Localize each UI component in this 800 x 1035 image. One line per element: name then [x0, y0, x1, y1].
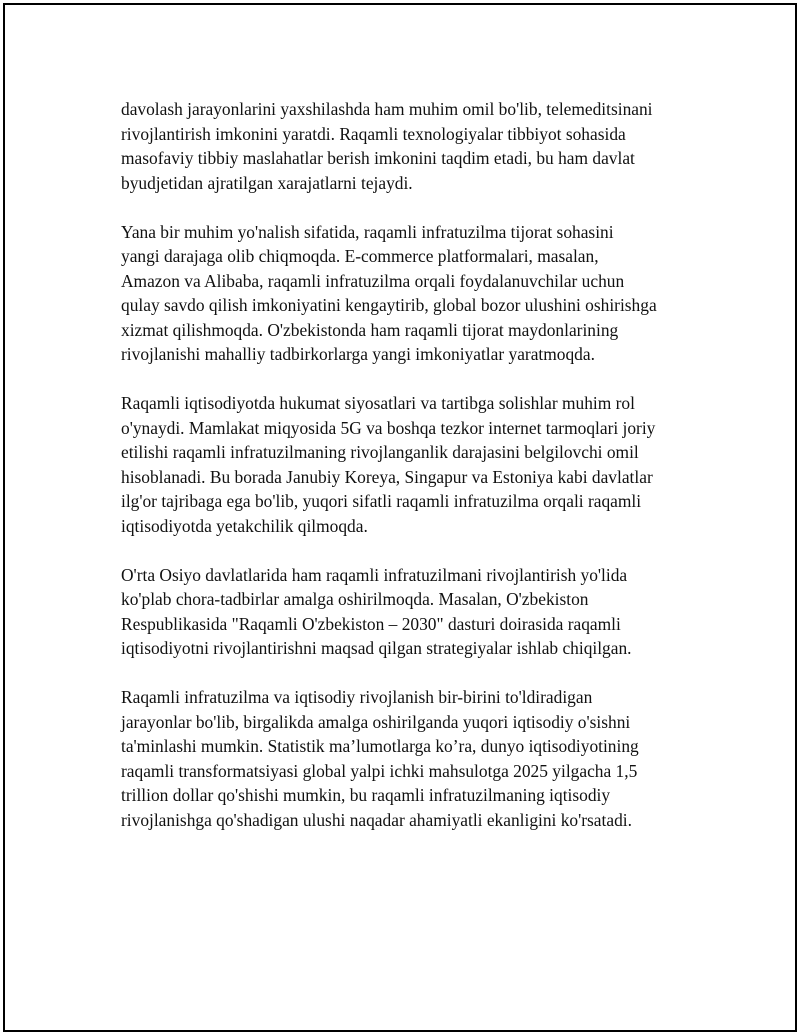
- paragraph-government-policy: Raqamli iqtisodiyotda hukumat siyosatlari va tartibga solishlar muhim rol o'ynaydi. Mamlakat miqyosida 5G va boshqa tezkor internet tarmoqlari joriy etilishi raqamli infratuzilmaning rivojlanganlik darajasini belgilovchi omil hisoblanadi. Bu borada Janubiy Koreya, Singapur va Estoniya kabi davlatlar ilg'or tajribaga ega bo'lib, yuqori sifatli raqamli infratuzilma orqali raqamli iqtisodiyotda yetakchilik qilmoqda.: [121, 393, 656, 536]
- paragraph-economic-growth: Raqamli infratuzilma va iqtisodiy rivojlanish bir-birini to'ldiradigan jarayonlar bo'lib, birgalikda amalga oshirilganda yuqori iqtisodiy o'sishni ta'minlashi mumkin. Statistik ma’lumotlarga ko’ra, dunyo iqtisodiyotining raqamli transformatsiyasi global yalpi ichki mahsulotga 2025 yilgacha 1,5 trillion dollar qo'shishi mumkin, bu raqamli infratuzilmaning iqtisodiy rivojlanishga qo'shadigan ulushi naqadar ahamiyatli ekanligini ko'rsatadi.: [121, 687, 639, 830]
- paragraph-telemedicine: davolash jarayonlarini yaxshilashda ham muhim omil bo'lib, telemeditsinani rivojlantirish imkonini yaratdi. Raqamli texnologiyalar tibbiyot sohasida masofaviy tibbiy maslahatlar berish imkonini taqdim etadi, bu ham davlat byudjetidan ajratilgan xarajatlarni tejaydi.: [121, 99, 653, 193]
- paragraph-ecommerce: Yana bir muhim yo'nalish sifatida, raqamli infratuzilma tijorat sohasini yangi darajaga olib chiqmoqda. E-commerce platformalari, masalan, Amazon va Alibaba, raqamli infratuzilma orqali foydalanuvchilar uchun qulay savdo qilish imkoniyatini kengaytirib, global bozor ulushini oshirishga xizmat qilishmoqda. O'zbekistonda ham raqamli tijorat maydonlarining rivojlanishi mahalliy tadbirkorlarga yangi imkoniyatlar yaratmoqda.: [121, 221, 657, 364]
- paragraph-central-asia: O'rta Osiyo davlatlarida ham raqamli infratuzilmani rivojlantirish yo'lida ko'plab chora-tadbirlar amalga oshirilmoqda. Masalan, O'zbekiston Respublikasida "Raqamli O'zbekiston – 2030" dasturi doirasida raqamli iqtisodiyotni rivojlantirishni maqsad qilgan strategiyalar ishlab chiqilgan.: [121, 564, 632, 658]
- page-frame: [3, 3, 797, 1032]
- document-body: [121, 97, 701, 857]
